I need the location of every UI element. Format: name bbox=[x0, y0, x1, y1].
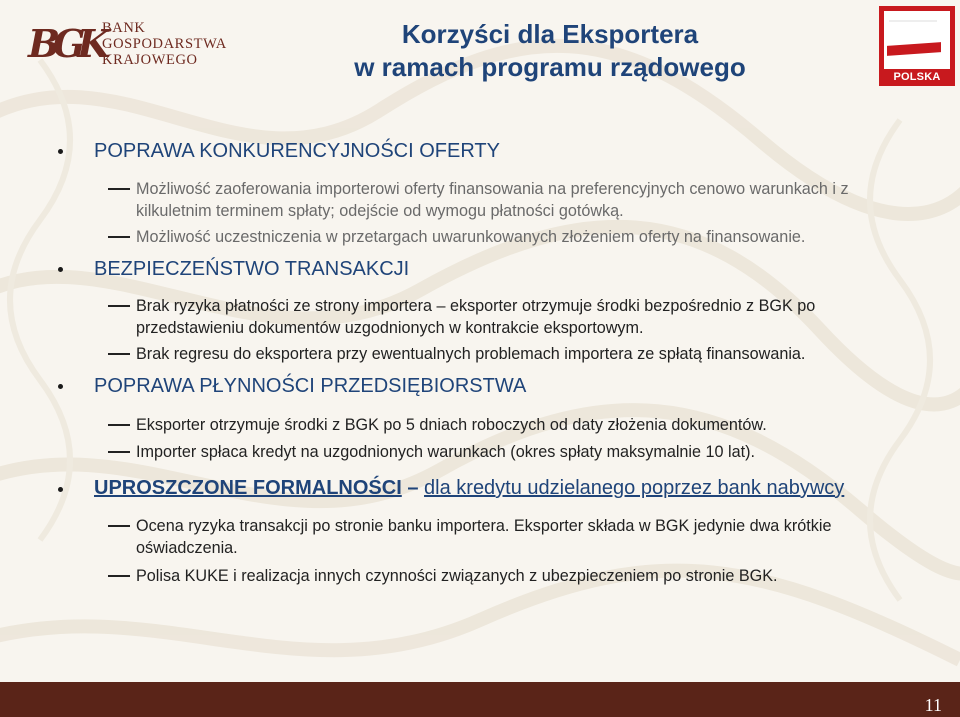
title-line-1: Korzyści dla Eksportera bbox=[401, 19, 699, 49]
dash-icon bbox=[108, 188, 130, 190]
dash-icon bbox=[108, 424, 130, 426]
list-item-text: Możliwość zaoferowania importerowi oferty finansowania na preferencyjnych cenowo warunkach i z kilkuletnim terminem spłaty; odejście od wymogu płatności gotówką. bbox=[136, 180, 849, 220]
bullet-icon bbox=[58, 267, 66, 275]
bullet-icon bbox=[58, 384, 66, 392]
badge-label: TERAZ POLSKA bbox=[893, 59, 941, 83]
list-item-text: Ocena ryzyka transakcji po stronie banku importera. Eksporter składa w BGK jedynie dwa krótkie oświadczenia. bbox=[136, 517, 832, 557]
bank-name-line: KRAJOWEGO bbox=[102, 52, 198, 68]
dash-icon bbox=[108, 353, 130, 355]
bullet-icon bbox=[58, 149, 66, 157]
dash-icon bbox=[108, 575, 130, 577]
list-item-text: Polisa KUKE i realizacja innych czynności związanych z ubezpieczeniem po stronie BGK. bbox=[136, 567, 778, 585]
list-item-text: Możliwość uczestniczenia w przetargach uwarunkowanych złożeniem oferty na finansowanie. bbox=[136, 228, 806, 246]
heading-tail: dla kredytu udzielanego poprzez bank nabywcy bbox=[424, 477, 845, 499]
bullet-icon bbox=[58, 487, 66, 495]
list-item-text: Eksporter otrzymuje środki z BGK po 5 dniach roboczych od daty złożenia dokumentów. bbox=[136, 416, 767, 434]
heading-lead: UPROSZCZONE FORMALNOŚCI bbox=[94, 477, 402, 499]
bank-name-line: BANK bbox=[102, 20, 146, 36]
teraz-polska-badge bbox=[879, 6, 955, 86]
section-heading-liquidity: POPRAWA PŁYNNOŚCI PRZEDSIĘBIORSTWA bbox=[94, 375, 527, 397]
list-item-text: Brak regresu do eksportera przy ewentualnych problemach importera ze spłatą finansowania. bbox=[136, 345, 806, 363]
heading-dash: – bbox=[401, 477, 425, 499]
bank-name-line: GOSPODARSTWA bbox=[102, 36, 227, 52]
dash-icon bbox=[108, 525, 130, 527]
section-heading-formalities bbox=[94, 477, 844, 500]
list-item-text: Importer spłaca kredyt na uzgodnionych warunkach (okres spłaty maksymalnie 10 lat). bbox=[136, 443, 756, 461]
slide-title bbox=[300, 18, 800, 84]
section-heading-competitiveness: POPRAWA KONKURENCYJNOŚCI OFERTY bbox=[94, 140, 500, 162]
bank-name bbox=[102, 20, 227, 68]
title-line-2: w ramach programu rządowego bbox=[354, 52, 746, 82]
section-heading-security: BEZPIECZEŃSTWO TRANSAKCJI bbox=[94, 258, 410, 280]
footer-bar bbox=[0, 682, 960, 717]
dash-icon bbox=[108, 236, 130, 238]
dash-icon bbox=[108, 451, 130, 453]
dash-icon bbox=[108, 305, 130, 307]
bgk-logo bbox=[28, 16, 238, 72]
list-item-text: Brak ryzyka płatności ze strony importera – eksporter otrzymuje środki bezpośrednio z BGK po przedstawieniu dokumentów uzgodnionych w kontrakcie eksportowym. bbox=[136, 297, 816, 337]
bgk-monogram: BGK bbox=[28, 21, 103, 66]
page-number: 11 bbox=[924, 695, 942, 715]
